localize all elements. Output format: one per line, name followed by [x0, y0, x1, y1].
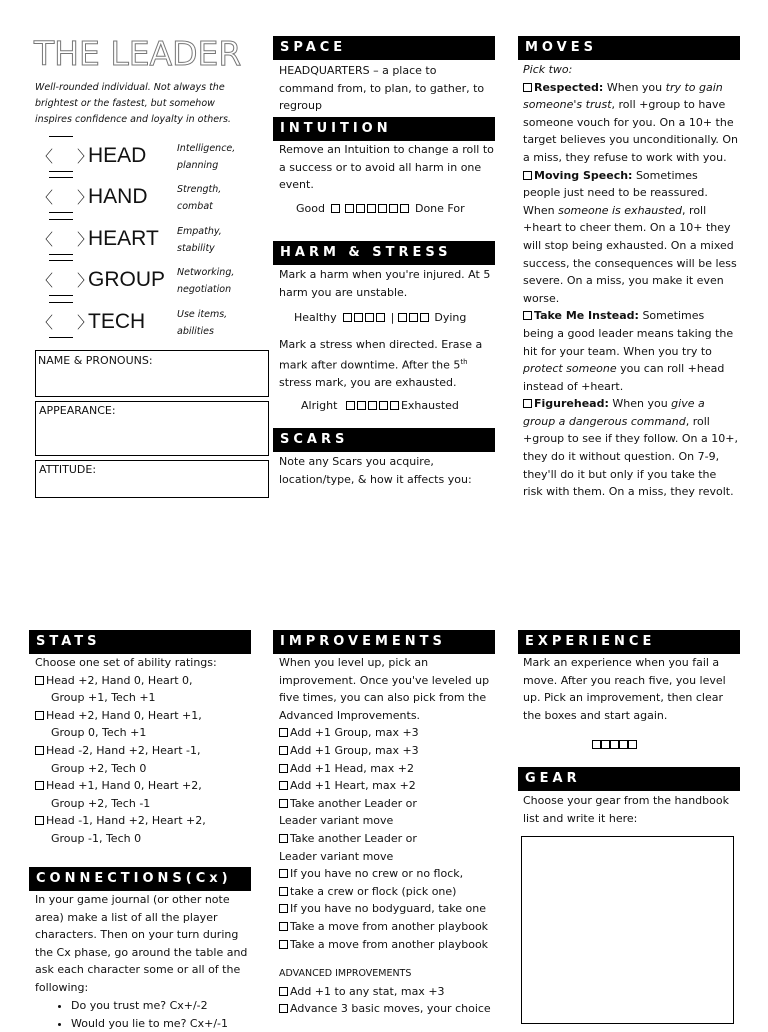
harm-text: Mark a harm when you're injured. At 5 harm you are unstable. [279, 268, 491, 299]
stat-name: GROUP [88, 268, 166, 291]
harm-checkbox[interactable] [343, 313, 352, 322]
move-checkbox[interactable] [523, 311, 532, 320]
stat-set-option[interactable]: Head +2, Hand 0, Heart 0, Group +1, Tech +1 [35, 672, 250, 707]
moves-header: MOVES [518, 36, 740, 60]
stat-line [49, 295, 73, 296]
intuition-checkbox[interactable] [400, 204, 409, 213]
connections-header: CONNECTIONS(Cx) [29, 867, 251, 891]
alright-label: Alright [301, 399, 338, 412]
improvement-option[interactable]: If you have no bodyguard, take one [279, 900, 494, 918]
stats-header: STATS [29, 630, 251, 654]
intuition-header: INTUITION [273, 117, 495, 141]
stat-set-checkbox[interactable] [35, 676, 44, 685]
move-take-me-instead[interactable]: Take Me Instead: Sometimes being a good leader means taking the hit for your team. When you try to protect someone you can roll +head instead of +heart. [523, 309, 734, 393]
improvement-checkbox[interactable] [279, 887, 288, 896]
intro-text: Well-rounded individual. Not always the brightest or the fastest, but somehow inspires confidence and loyalty in others. [35, 82, 231, 125]
stat-value-field[interactable]: 〈 〉 [37, 271, 94, 290]
move-moving-speech[interactable]: Moving Speech: Sometimes people just need to be reassured. When someone is exhausted, roll +heart to cheer them. On a 10+ they will stop being exhausted. On a mixed success, the consequences will be less severe. On a miss, you make it even worse. [523, 168, 737, 305]
experience-checkbox[interactable] [628, 740, 637, 749]
experience-checkbox[interactable] [601, 740, 610, 749]
appearance-label: APPEARANCE: [39, 404, 116, 417]
stat-line [49, 171, 73, 172]
improvement-checkbox[interactable] [279, 781, 288, 790]
stat-description: Empathy, stability [177, 226, 222, 254]
harm-checkbox[interactable] [376, 313, 385, 322]
moves-pick-label: Pick two: [523, 63, 573, 76]
improvement-option[interactable]: Take another Leader or Leader variant move [279, 796, 417, 828]
improvement-option[interactable]: Take a move from another playbook [279, 936, 494, 954]
stat-value-field[interactable]: 〈 〉 [37, 230, 94, 249]
improvement-option[interactable]: Add +1 Head, max +2 [279, 760, 494, 778]
scars-header: SCARS [273, 428, 495, 452]
improvement-option[interactable]: If you have no crew or no flock, [279, 865, 494, 883]
connections-text: In your game journal (or other note area) make a list of all the player characters. Then on your turn during the Cx phase, go around the table and ask each character some or all of the following: [35, 893, 248, 994]
improvement-checkbox[interactable] [279, 869, 288, 878]
stat-set-checkbox[interactable] [35, 816, 44, 825]
stat-value-field[interactable]: 〈 〉 [37, 147, 94, 166]
exhausted-label: Exhausted [400, 399, 459, 412]
list-item: • Do you trust me? Cx+/-2 [71, 997, 286, 1015]
scars-text: Note any Scars you acquire, location/type, & how it affects you: [279, 455, 472, 486]
harm-separator: | [390, 311, 395, 324]
intuition-checkbox[interactable] [378, 204, 387, 213]
stat-heart [35, 223, 250, 263]
stat-group [35, 264, 250, 304]
harm-track [294, 309, 466, 327]
improvement-option[interactable]: Add +1 Heart, max +2 [279, 777, 494, 795]
name-label: NAME & PRONOUNS: [38, 354, 153, 367]
stat-name: TECH [88, 310, 146, 333]
healthy-label: Healthy [294, 311, 337, 324]
improvement-checkbox[interactable] [279, 1004, 288, 1013]
stress-checkbox[interactable] [368, 401, 377, 410]
gear-header: GEAR [518, 767, 740, 791]
list-item: • Would you lie to me? Cx+/-1 [71, 1015, 286, 1032]
attitude-label: ATTITUDE: [39, 463, 97, 476]
harm-checkbox[interactable] [365, 313, 374, 322]
intuition-checkbox[interactable] [356, 204, 365, 213]
stat-line [49, 260, 73, 261]
appearance-field[interactable] [35, 401, 269, 456]
stat-line [49, 212, 73, 213]
improvement-checkbox[interactable] [279, 746, 288, 755]
stat-tech [35, 306, 250, 346]
intuition-checkbox[interactable] [345, 204, 354, 213]
stat-name: HEART [88, 227, 159, 250]
stress-checkbox[interactable] [379, 401, 388, 410]
stat-value-field[interactable]: 〈 〉 [37, 313, 94, 332]
stat-description: Networking, negotiation [177, 267, 235, 295]
move-figurehead[interactable]: Figurehead: When you give a group a dangerous command, roll +group to see if they follow. On a 10+, they do it without question. On 7-9, they'll do it but only if you take the risk with them. On a miss, they revolt. [523, 397, 738, 499]
stat-hand [35, 181, 250, 221]
improvement-checkbox[interactable] [279, 728, 288, 737]
stat-line [49, 219, 73, 220]
page-title: THE LEADER [34, 34, 242, 73]
gear-text: Choose your gear from the handbook list and write it here: [523, 794, 729, 825]
experience-track [592, 738, 637, 751]
advanced-improvements-title: ADVANCED IMPROVEMENTS [279, 968, 412, 980]
gear-field[interactable] [521, 836, 734, 1024]
stat-set-option[interactable]: Head +2, Hand 0, Heart +1, Group 0, Tech +1 [35, 707, 250, 742]
experience-checkbox[interactable] [592, 740, 601, 749]
intuition-checkbox[interactable] [367, 204, 376, 213]
stat-line [49, 254, 73, 255]
stat-set-option[interactable]: Head +1, Hand 0, Heart +2, Group +2, Tech -1 [35, 777, 250, 812]
intuition-checkbox[interactable] [389, 204, 398, 213]
move-respected[interactable]: Respected: When you try to gain someone's trust, roll +group to have someone vouch for you. On a 10+ the target believes you unconditionally. On a miss, they refuse to work with you. [523, 80, 739, 164]
space-header: SPACE [273, 36, 495, 60]
move-checkbox[interactable] [523, 399, 532, 408]
stats-intro: Choose one set of ability ratings: [35, 656, 217, 669]
intuition-text: Remove an Intuition to change a roll to a success or to avoid all harm in one event. [279, 143, 494, 192]
improvement-checkbox[interactable] [279, 834, 288, 843]
stat-line [49, 337, 73, 338]
improvement-option[interactable]: Add +1 Group, max +3 [279, 724, 494, 742]
experience-checkbox[interactable] [610, 740, 619, 749]
move-checkbox[interactable] [523, 83, 532, 92]
stat-set-option[interactable]: Head -2, Hand +2, Heart -1, Group +2, Tech 0 [35, 742, 250, 777]
stat-description: Intelligence, planning [177, 143, 236, 171]
experience-checkbox[interactable] [619, 740, 628, 749]
stat-line [49, 302, 73, 303]
harm-checkbox[interactable] [409, 313, 418, 322]
advanced-improvement-option[interactable]: Add +1 to any stat, max +3 [279, 983, 494, 1001]
improvement-checkbox[interactable] [279, 922, 288, 931]
attitude-field[interactable] [35, 460, 269, 498]
intuition-donefor-label: Done For [414, 202, 465, 215]
intuition-good-label: Good [296, 202, 325, 215]
harm-checkbox[interactable] [354, 313, 363, 322]
stress-track [301, 397, 459, 415]
harm-header: HARM & STRESS [273, 241, 495, 265]
stat-name: HEAD [88, 144, 147, 167]
stat-set-checkbox[interactable] [35, 746, 44, 755]
space-text: HEADQUARTERS – a place to command from, to plan, to gather, to regroup [279, 64, 485, 113]
moves-list [523, 61, 738, 501]
harm-checkbox[interactable] [398, 313, 407, 322]
stat-head [35, 140, 250, 180]
improvements-header: IMPROVEMENTS [273, 630, 495, 654]
stat-line [49, 136, 73, 137]
improvement-checkbox[interactable] [279, 764, 288, 773]
stress-checkbox[interactable] [390, 401, 399, 410]
stress-checkbox[interactable] [346, 401, 355, 410]
improvements-list [279, 654, 494, 1018]
stat-set-checkbox[interactable] [35, 781, 44, 790]
experience-text: Mark an experience when you fail a move. After you reach five, you level up. Pick an improvement, then clear the boxes and start again. [523, 656, 726, 722]
stats-options [35, 654, 250, 848]
connections-questions [35, 997, 286, 1032]
experience-header: EXPERIENCE [518, 630, 740, 654]
improvement-option[interactable]: take a crew or flock (pick one) [279, 883, 494, 901]
dying-label: Dying [434, 311, 467, 324]
improvement-checkbox[interactable] [279, 904, 288, 913]
harm-checkbox[interactable] [420, 313, 429, 322]
stress-text: Mark a stress when directed. Erase a mark after downtime. After the 5th stress mark, you are exhausted. [279, 338, 483, 389]
stress-checkbox[interactable] [357, 401, 366, 410]
stat-value-field[interactable]: 〈 〉 [37, 188, 94, 207]
name-field[interactable] [35, 350, 269, 397]
improvements-text: When you level up, pick an improvement. Once you've leveled up five times, you can also pick from the Advanced Improvements. [279, 656, 490, 722]
advanced-improvement-option[interactable]: Advance 3 basic moves, your choice [279, 1000, 494, 1018]
stat-description: Strength, combat [177, 184, 222, 212]
stat-set-option[interactable]: Head -1, Hand +2, Heart +2, Group -1, Tech 0 [35, 812, 250, 847]
improvement-checkbox[interactable] [279, 940, 288, 949]
improvement-option[interactable]: Take another Leader or Leader variant move [279, 831, 417, 863]
improvement-option[interactable]: Take a move from another playbook [279, 918, 494, 936]
stat-description: Use items, abilities [177, 309, 228, 337]
stat-set-checkbox[interactable] [35, 711, 44, 720]
intuition-track [296, 200, 465, 218]
intuition-checkbox[interactable] [331, 204, 340, 213]
improvement-option[interactable]: Add +1 Group, max +3 [279, 742, 494, 760]
move-checkbox[interactable] [523, 171, 532, 180]
stat-name: HAND [88, 185, 148, 208]
improvement-checkbox[interactable] [279, 987, 288, 996]
improvement-checkbox[interactable] [279, 799, 288, 808]
stat-line [49, 177, 73, 178]
